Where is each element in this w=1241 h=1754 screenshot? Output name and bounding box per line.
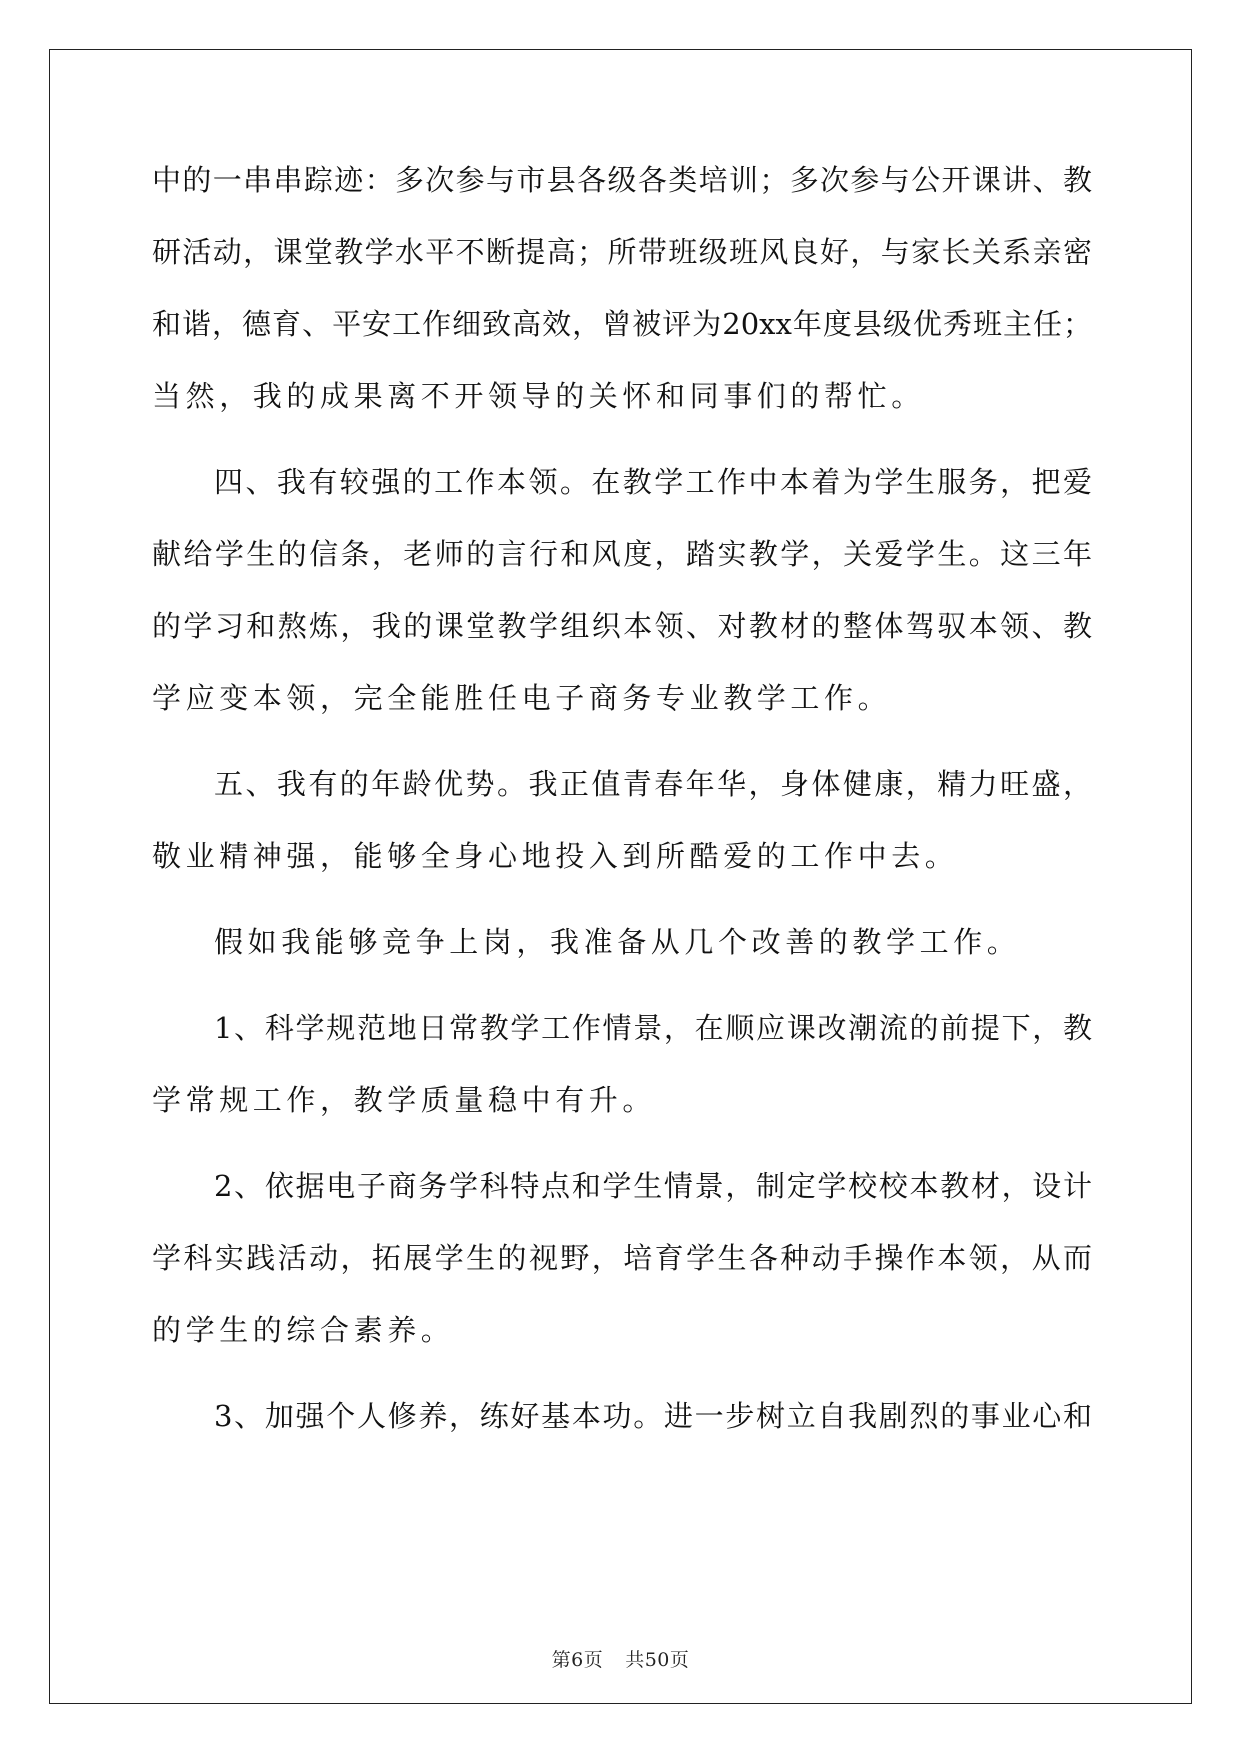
- text-line: 学科实践活动，拓展学生的视野，培育学生各种动手操作本领，从而: [152, 1241, 1092, 1275]
- text-line: 学常规工作，教学质量稳中有升。: [152, 1083, 657, 1117]
- text-line: 当然，我的成果离不开领导的关怀和同事们的帮忙。: [152, 379, 925, 413]
- page-footer: [0, 1648, 1241, 1672]
- text-line: 中的一串串踪迹：多次参与市县各级各类培训；多次参与公开课讲、教: [152, 163, 1092, 197]
- page-number: 第6页: [551, 1649, 604, 1671]
- total-pages: 共50页: [625, 1649, 690, 1671]
- paragraph-start-line: 3、加强个人修养，练好基本功。进一步树立自我剧烈的事业心和: [214, 1399, 1092, 1433]
- paragraph-start-line: 2、依据电子商务学科特点和学生情景，制定学校校本教材，设计: [214, 1169, 1092, 1203]
- text-line: 的学习和熬炼，我的课堂教学组织本领、对教材的整体驾驭本领、教: [152, 609, 1092, 643]
- text-line: 研活动，课堂教学水平不断提高；所带班级班风良好，与家长关系亲密: [152, 235, 1092, 269]
- paragraph-start-line: 假如我能够竞争上岗，我准备从几个改善的教学工作。: [214, 925, 1021, 959]
- paragraph-start-line: 四、我有较强的工作本领。在教学工作中本着为学生服务，把爱: [214, 465, 1092, 499]
- text-line: 献给学生的信条，老师的言行和风度，踏实教学，关爱学生。这三年: [152, 537, 1092, 571]
- paragraph-start-line: 1、科学规范地日常教学工作情景，在顺应课改潮流的前提下，教: [214, 1011, 1092, 1045]
- text-line: 学应变本领，完全能胜任电子商务专业教学工作。: [152, 681, 892, 715]
- paragraph-start-line: 五、我有的年龄优势。我正值青春年华，身体健康，精力旺盛，: [214, 767, 1092, 801]
- text-line: 的学生的综合素养。: [152, 1313, 455, 1347]
- text-line: 敬业精神强，能够全身心地投入到所酷爱的工作中去。: [152, 839, 959, 873]
- page-border: [49, 49, 1192, 1704]
- text-line: 和谐，德育、平安工作细致高效，曾被评为20xx年度县级优秀班主任；: [152, 307, 1092, 341]
